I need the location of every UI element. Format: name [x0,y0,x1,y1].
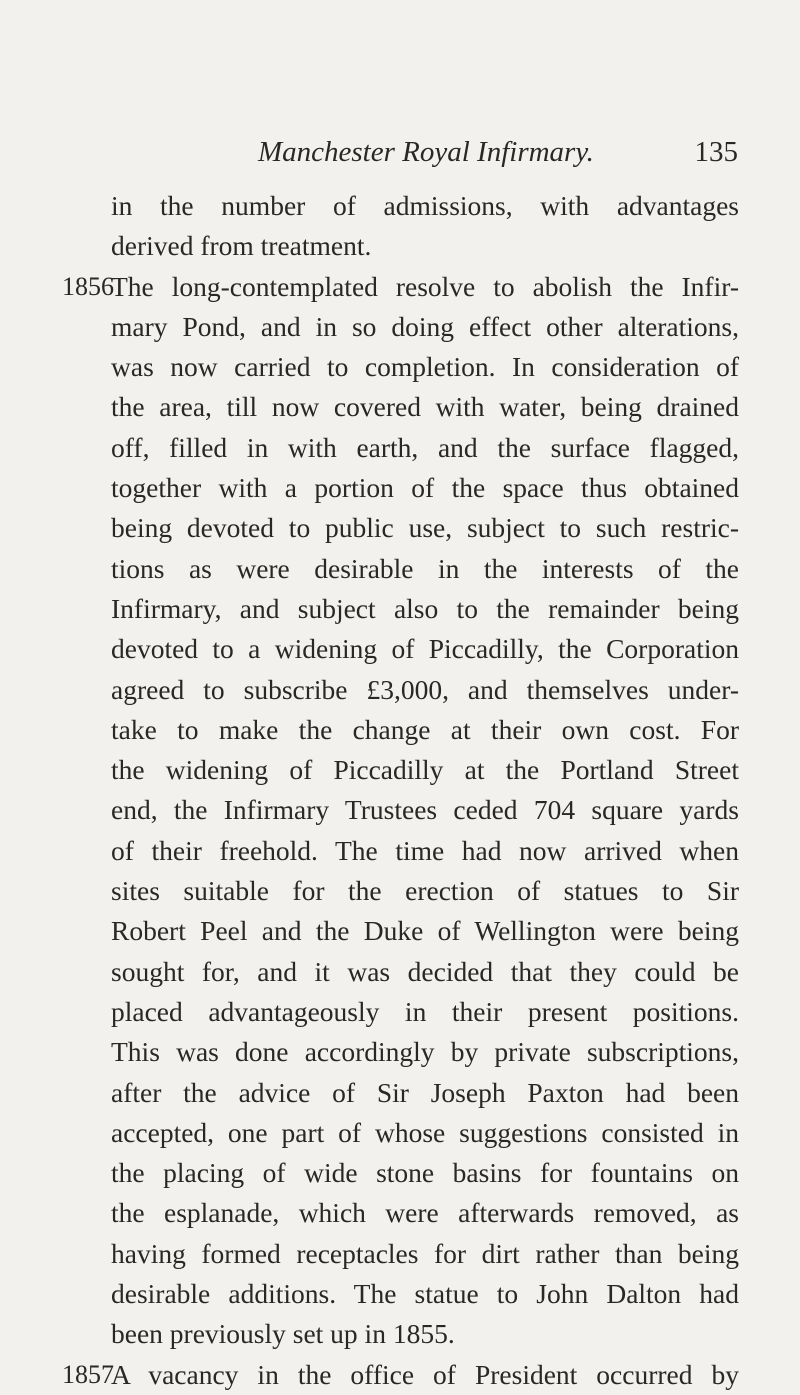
line-text: together with a portion of the space thus obtained [111,472,739,504]
line-text: A vacancy in the office of President occurred by [111,1358,739,1390]
line-text: the esplanade, which were afterwards removed, as [111,1197,739,1229]
text-line [62,790,742,830]
line-text: in the number of admissions, with advantages [111,190,739,221]
margin-year: 1857 [62,1359,114,1389]
line-text: sought for, and it was decided that they could be [111,955,739,987]
text-line [62,629,742,669]
text-line [62,952,742,992]
text-line [62,267,742,307]
text-line [62,1193,742,1233]
text-line [62,911,742,951]
line-text: sites suitable for the erection of statues to Sir [111,875,739,907]
line-text: The long-contemplated resolve to abolish the Infir- [111,270,739,302]
line-text: end, the Infirmary Trustees ceded 704 square yards [111,794,739,826]
text-line [62,992,742,1032]
line-text: off, filled in with earth, and the surface flagged, [111,431,739,463]
line-text: mary Pond, and in so doing effect other alterations, [111,310,739,342]
body-text [62,186,742,1395]
text-line [62,710,742,750]
text-line [62,307,742,347]
text-line [62,186,742,226]
text-line [62,1314,742,1354]
text-line [62,428,742,468]
line-text: agreed to subscribe £3,000, and themselves under- [111,673,739,705]
text-line [62,549,742,589]
line-text: take to make the change at their own cost. For [111,713,739,745]
line-text: the widening of Piccadilly at the Portland Street [111,754,739,786]
text-line [62,1274,742,1314]
running-head [258,132,738,172]
line-text: been previously set up in 1855. [111,1318,455,1350]
text-line [62,670,742,710]
line-text: tions as were desirable in the interests of the [111,552,739,584]
line-text: derived from treatment. [111,230,372,262]
text-line [62,871,742,911]
margin-year: 1856 [62,271,114,301]
line-text: devoted to a widening of Piccadilly, the Corporation [111,633,739,665]
text-line [62,1113,742,1153]
text-line [62,1073,742,1113]
page-number: 135 [694,136,738,168]
line-text: the placing of wide stone basins for fountains on [111,1157,739,1189]
text-line [62,750,742,790]
text-line [62,347,742,387]
running-title: Manchester Royal Infirmary. [258,136,594,168]
line-text: accepted, one part of whose suggestions consisted in [111,1116,739,1148]
text-line [62,831,742,871]
line-text: desirable additions. The statue to John Dalton had [111,1278,739,1310]
text-line [62,589,742,629]
text-line [62,226,742,266]
line-text: This was done accordingly by private subscriptions, [111,1036,739,1068]
text-line [62,468,742,508]
text-line [62,387,742,427]
line-text: Robert Peel and the Duke of Wellington were being [111,915,739,947]
line-text: having formed receptacles for dirt rather than being [111,1237,739,1269]
line-text: was now carried to completion. In consideration of [111,351,739,383]
line-text: after the advice of Sir Joseph Paxton had been [111,1076,739,1108]
line-text: of their freehold. The time had now arrived when [111,834,739,866]
text-line [62,1153,742,1193]
line-text: Infirmary, and subject also to the remainder being [111,592,739,624]
line-text: the area, till now covered with water, being drained [111,391,739,423]
text-line [62,1355,742,1395]
line-text: placed advantageously in their present positions. [111,995,739,1027]
line-text: being devoted to public use, subject to such restric- [111,512,739,544]
text-line [62,1234,742,1274]
text-line [62,1032,742,1072]
text-line [62,508,742,548]
